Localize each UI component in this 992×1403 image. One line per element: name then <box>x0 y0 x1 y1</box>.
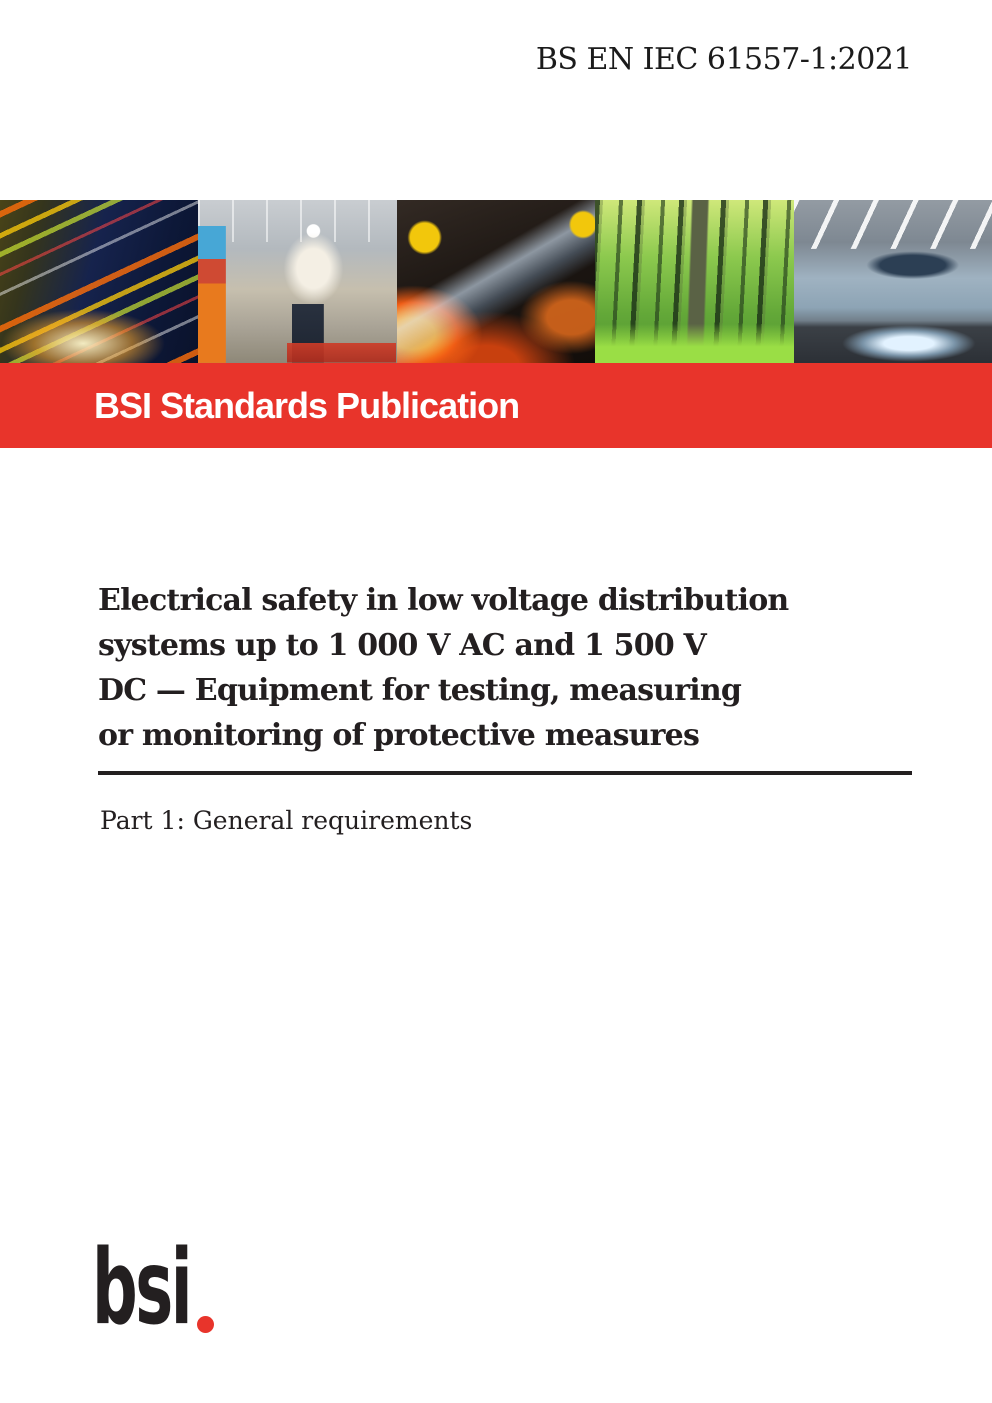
forest-trees-photo <box>595 200 793 363</box>
title-line: DC — Equipment for testing, measuring <box>98 673 742 708</box>
car-assembly-line-photo <box>794 200 992 363</box>
document-reference: BS EN IEC 61557-1:2021 <box>535 42 912 77</box>
title-divider <box>98 771 912 775</box>
firefighters-photo <box>397 200 595 363</box>
bsi-logo-red-dot-icon <box>197 1316 214 1333</box>
document-title <box>98 578 928 758</box>
traffic-light-trails-photo <box>0 200 198 363</box>
warehouse-worker-photo <box>198 200 396 363</box>
photo-strip <box>0 200 992 363</box>
bsi-logo <box>92 1228 250 1357</box>
publication-banner <box>0 363 992 448</box>
banner-title: BSI Standards Publication <box>94 384 520 426</box>
title-line: Electrical safety in low voltage distribution <box>98 583 789 618</box>
title-line: or monitoring of protective measures <box>98 718 700 753</box>
bsi-logo-text: bsi <box>92 1228 191 1348</box>
title-line: systems up to 1 000 V AC and 1 500 V <box>98 628 707 663</box>
document-subtitle: Part 1: General requirements <box>100 806 473 835</box>
